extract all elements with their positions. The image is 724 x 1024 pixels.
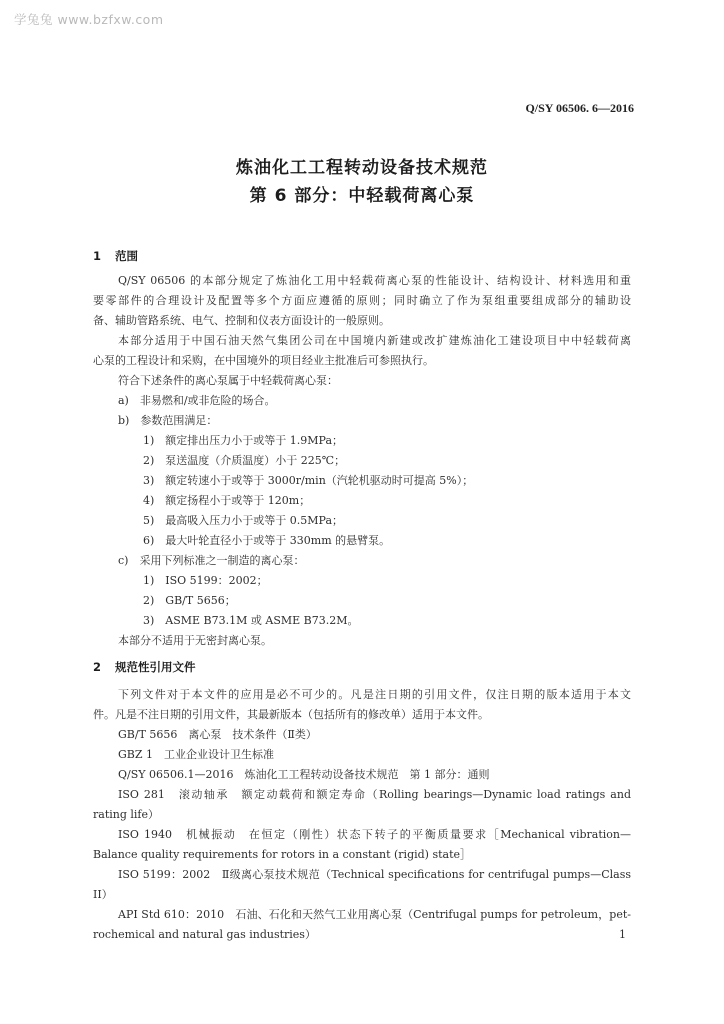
reference-item: ISO 1940 机械振动 在恒定（刚性）状态下转子的平衡质量要求［Mechanical vibration— xyxy=(118,828,631,841)
paragraph-line: 要零部件的合理设计及配置等多个方面应遵循的原则；同时确立了作为泵组重要组成部分的辅助设 xyxy=(93,294,631,307)
sub-list-item: 2) 泵送温度（介质温度）小于 225℃； xyxy=(143,454,346,467)
paragraph-line: 符合下述条件的离心泵属于中轻载荷离心泵： xyxy=(118,374,338,387)
list-item: c) 采用下列标准之一制造的离心泵： xyxy=(118,554,305,567)
sub-list-item: 3) ASME B73.1M 或 ASME B73.2M。 xyxy=(143,614,359,627)
list-item: b) 参数范围满足： xyxy=(118,414,218,427)
reference-item-continued: rochemical and natural gas industries） xyxy=(93,928,316,941)
reference-item: GBZ 1 工业企业设计卫生标准 xyxy=(118,748,275,761)
reference-item-continued: Balance quality requirements for rotors in a constant (rigid) state］ xyxy=(93,848,472,861)
reference-item: ISO 281 滚动轴承 额定动载荷和额定寿命（Rolling bearings—Dynamic load ratings and xyxy=(118,788,631,801)
sub-list-item: 5) 最高吸入压力小于或等于 0.5MPa； xyxy=(143,514,344,527)
section-number: 1 xyxy=(93,249,102,263)
document-subtitle: 第 6 部分：中轻载荷离心泵 xyxy=(249,186,475,206)
watermark: 学兔兔 www.bzfxw.com xyxy=(14,12,164,27)
document-title: 炼油化工工程转动设备技术规范 xyxy=(236,158,488,178)
paragraph-line: 备、辅助管路系统、电气、控制和仪表方面设计的一般原则。 xyxy=(93,314,390,327)
list-item: a) 非易燃和/或非危险的场合。 xyxy=(118,394,276,407)
reference-item: Q/SY 06506.1—2016 炼油化工工程转动设备技术规范 第 1 部分：通则 xyxy=(118,768,490,781)
sub-list-item: 2) GB/T 5656； xyxy=(143,594,236,607)
sub-list-item: 4) 额定扬程小于或等于 120m； xyxy=(143,494,311,507)
section-title: 规范性引用文件 xyxy=(115,660,196,674)
sub-list-item: 1) 额定排出压力小于或等于 1.9MPa； xyxy=(143,434,344,447)
paragraph-line: 本部分适用于中国石油天然气集团公司在中国境内新建或改扩建炼油化工建设项目中中轻载荷离 xyxy=(118,334,631,347)
sub-list-item: 3) 额定转速小于或等于 3000r/min（汽轮机驱动时可提高 5%）； xyxy=(143,474,474,487)
paragraph-line: 下列文件对于本文件的应用是必不可少的。凡是注日期的引用文件，仅注日期的版本适用于本文 xyxy=(118,688,631,701)
paragraph-line: 件。凡是不注日期的引用文件，其最新版本（包括所有的修改单）适用于本文件。 xyxy=(93,708,489,721)
sub-list-item: 1) ISO 5199：2002； xyxy=(143,574,268,587)
section-1-heading xyxy=(93,248,138,264)
sub-list-item: 6) 最大叶轮直径小于或等于 330mm 的悬臂泵。 xyxy=(143,534,391,547)
page-number: 1 xyxy=(619,928,626,941)
section-title: 范围 xyxy=(115,249,138,263)
paragraph-line: 本部分不适用于无密封离心泵。 xyxy=(118,634,272,647)
section-number: 2 xyxy=(93,660,102,674)
reference-item-continued: II） xyxy=(93,888,113,901)
reference-item: ISO 5199：2002 Ⅱ级离心泵技术规范（Technical specifications for centrifugal pumps—Class xyxy=(118,868,631,881)
document-code: Q/SY 06506. 6—2016 xyxy=(525,101,634,115)
section-2-heading xyxy=(93,659,196,675)
reference-item-continued: rating life） xyxy=(93,808,159,821)
paragraph-line: 心泵的工程设计和采购，在中国境外的项目经业主批准后可参照执行。 xyxy=(93,354,434,367)
reference-item: API Std 610：2010 石油、石化和天然气工业用离心泵（Centrifugal pumps for petroleum，pet- xyxy=(118,908,631,921)
paragraph-line: Q/SY 06506 的本部分规定了炼油化工用中轻载荷离心泵的性能设计、结构设计、材料选用和重 xyxy=(118,274,631,287)
reference-item: GB/T 5656 离心泵 技术条件（Ⅱ类） xyxy=(118,728,317,741)
